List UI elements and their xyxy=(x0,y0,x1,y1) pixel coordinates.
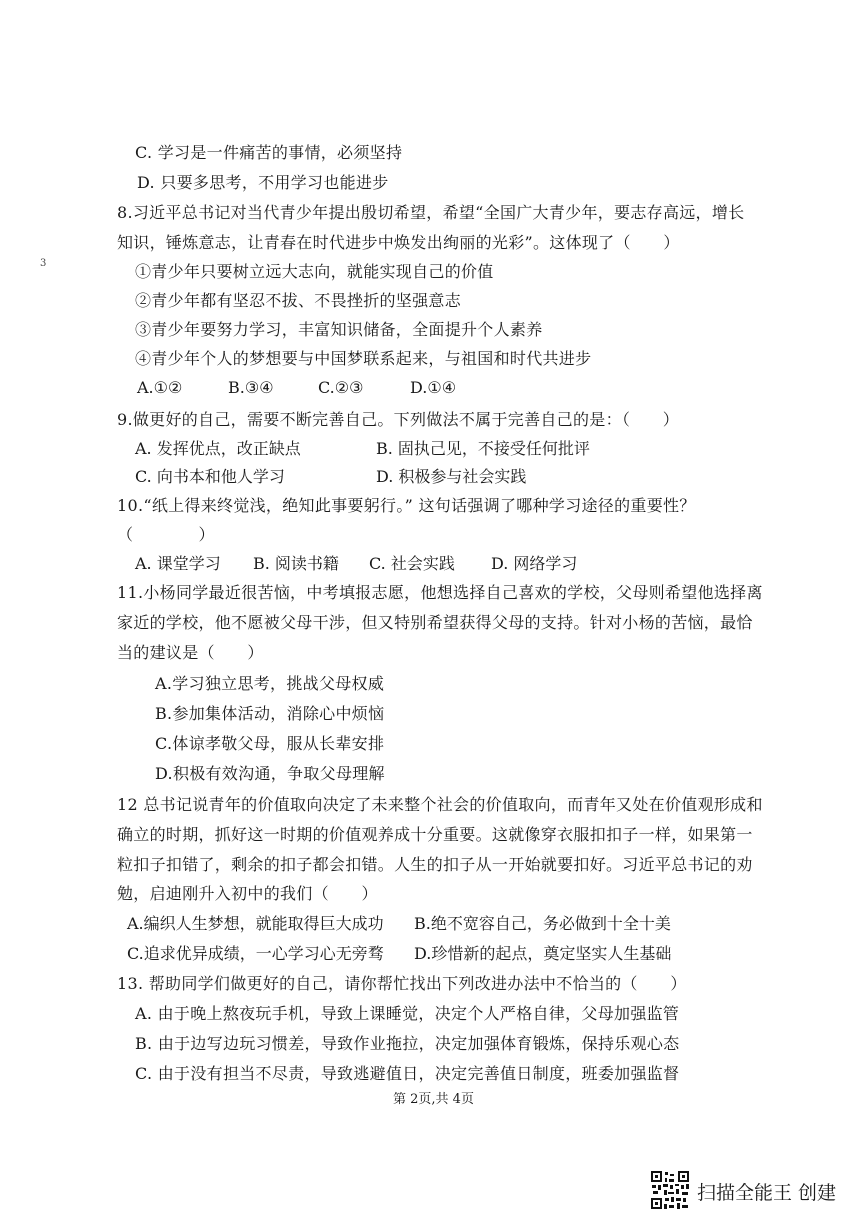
side-mark: 3 xyxy=(40,258,47,269)
q8-option-c: C.②③ xyxy=(318,378,364,397)
q12-option-a: A.编织人生梦想，就能取得巨大成功 xyxy=(127,914,384,933)
q11-stem-line3: 当的建议是（ ） xyxy=(117,643,264,662)
q10-option-a: A. 课堂学习 xyxy=(135,554,221,573)
q12-stem-line4: 勉，启迪刚升入初中的我们（ ） xyxy=(117,884,378,903)
q8-stem-line1: 8.习近平总书记对当代青少年提出殷切希望，希望“全国广大青少年，要志存高远，增长 xyxy=(117,203,745,222)
q11-option-d: D.积极有效沟通，争取父母理解 xyxy=(155,764,385,783)
scanner-watermark: 扫描全能王 创建 xyxy=(697,1182,837,1204)
q8-statement-2: ②青少年都有坚忍不拔、不畏挫折的坚强意志 xyxy=(135,291,462,310)
q10-stem-line2: （ ） xyxy=(117,525,215,544)
page-number: 第 2页,共 4页 xyxy=(393,1092,474,1107)
q13-option-a: A. 由于晚上熬夜玩手机，导致上课睡觉，决定个人严格自律，父母加强监管 xyxy=(135,1004,680,1023)
q9-option-a: A. 发挥优点，改正缺点 xyxy=(135,439,301,458)
q7-option-d: D. 只要多思考，不用学习也能进步 xyxy=(137,173,389,192)
q13-option-c: C. 由于没有担当不尽责，导致逃避值日，决定完善值日制度，班委加强监督 xyxy=(135,1064,680,1083)
q9-option-b: B. 固执己见，不接受任何批评 xyxy=(376,439,590,458)
q7-option-c: C. 学习是一件痛苦的事情，必须坚持 xyxy=(135,143,403,162)
q12-stem-line3: 粒扣子扣错了，剩余的扣子都会扣错。人生的扣子从一开始就要扣好。习近平总书记的劝 xyxy=(117,855,753,874)
q9-option-d: D. 积极参与社会实践 xyxy=(376,467,527,486)
q12-stem-line1: 12 总书记说青年的价值取向决定了未来整个社会的价值取向，而青年又处在价值观形成和 xyxy=(117,795,763,814)
q10-option-d: D. 网络学习 xyxy=(491,554,578,573)
q11-option-a: A.学习独立思考，挑战父母权威 xyxy=(155,674,385,693)
q8-statement-4: ④青少年个人的梦想要与中国梦联系起来，与祖国和时代共进步 xyxy=(135,349,592,368)
q8-stem-line2: 知识，锤炼意志，让青春在时代进步中焕发出绚丽的光彩”。这体现了（ ） xyxy=(117,233,680,252)
q8-option-d: D.①④ xyxy=(410,378,457,397)
q12-option-d: D.珍惜新的起点，奠定坚实人生基础 xyxy=(414,944,672,963)
q8-statement-3: ③青少年要努力学习，丰富知识储备，全面提升个人素养 xyxy=(135,320,543,339)
q11-option-b: B.参加集体活动，消除心中烦恼 xyxy=(155,704,385,723)
q8-option-b: B.③④ xyxy=(228,378,274,397)
q13-option-b: B. 由于边写边玩习惯差，导致作业拖拉，决定加强体育锻炼，保持乐观心态 xyxy=(135,1034,680,1053)
qr-code-icon xyxy=(650,1170,690,1210)
q9-option-c: C. 向书本和他人学习 xyxy=(135,467,285,486)
q8-option-a: A.①② xyxy=(137,378,183,397)
q10-stem-line1: 10.“纸上得来终觉浅，绝知此事要躬行。” 这句话强调了哪种学习途径的重要性？ xyxy=(117,496,696,515)
q12-stem-line2: 确立的时期，抓好这一时期的价值观养成十分重要。这就像穿衣服扣扣子一样，如果第一 xyxy=(117,825,753,844)
q9-stem: 9.做更好的自己，需要不断完善自己。下列做法不属于完善自己的是：（ ） xyxy=(117,410,680,429)
q12-option-b: B.绝不宽容自己，务必做到十全十美 xyxy=(414,914,671,933)
q11-stem-line1: 11.小杨同学最近很苦恼，中考填报志愿，他想选择自己喜欢的学校，父母则希望他选择离 xyxy=(117,583,763,602)
q11-option-c: C.体谅孝敬父母，服从长辈安排 xyxy=(155,734,385,753)
q10-option-b: B. 阅读书籍 xyxy=(253,554,339,573)
q8-statement-1: ①青少年只要树立远大志向，就能实现自己的价值 xyxy=(135,262,494,281)
q13-stem: 13. 帮助同学们做更好的自己，请你帮忙找出下列改进办法中不恰当的（ ） xyxy=(117,974,687,993)
q10-option-c: C. 社会实践 xyxy=(369,554,455,573)
q12-option-c: C.追求优异成绩，一心学习心无旁骛 xyxy=(127,944,384,963)
q11-stem-line2: 家近的学校，他不愿被父母干涉，但又特别希望获得父母的支持。针对小杨的苦恼，最恰 xyxy=(117,613,753,632)
